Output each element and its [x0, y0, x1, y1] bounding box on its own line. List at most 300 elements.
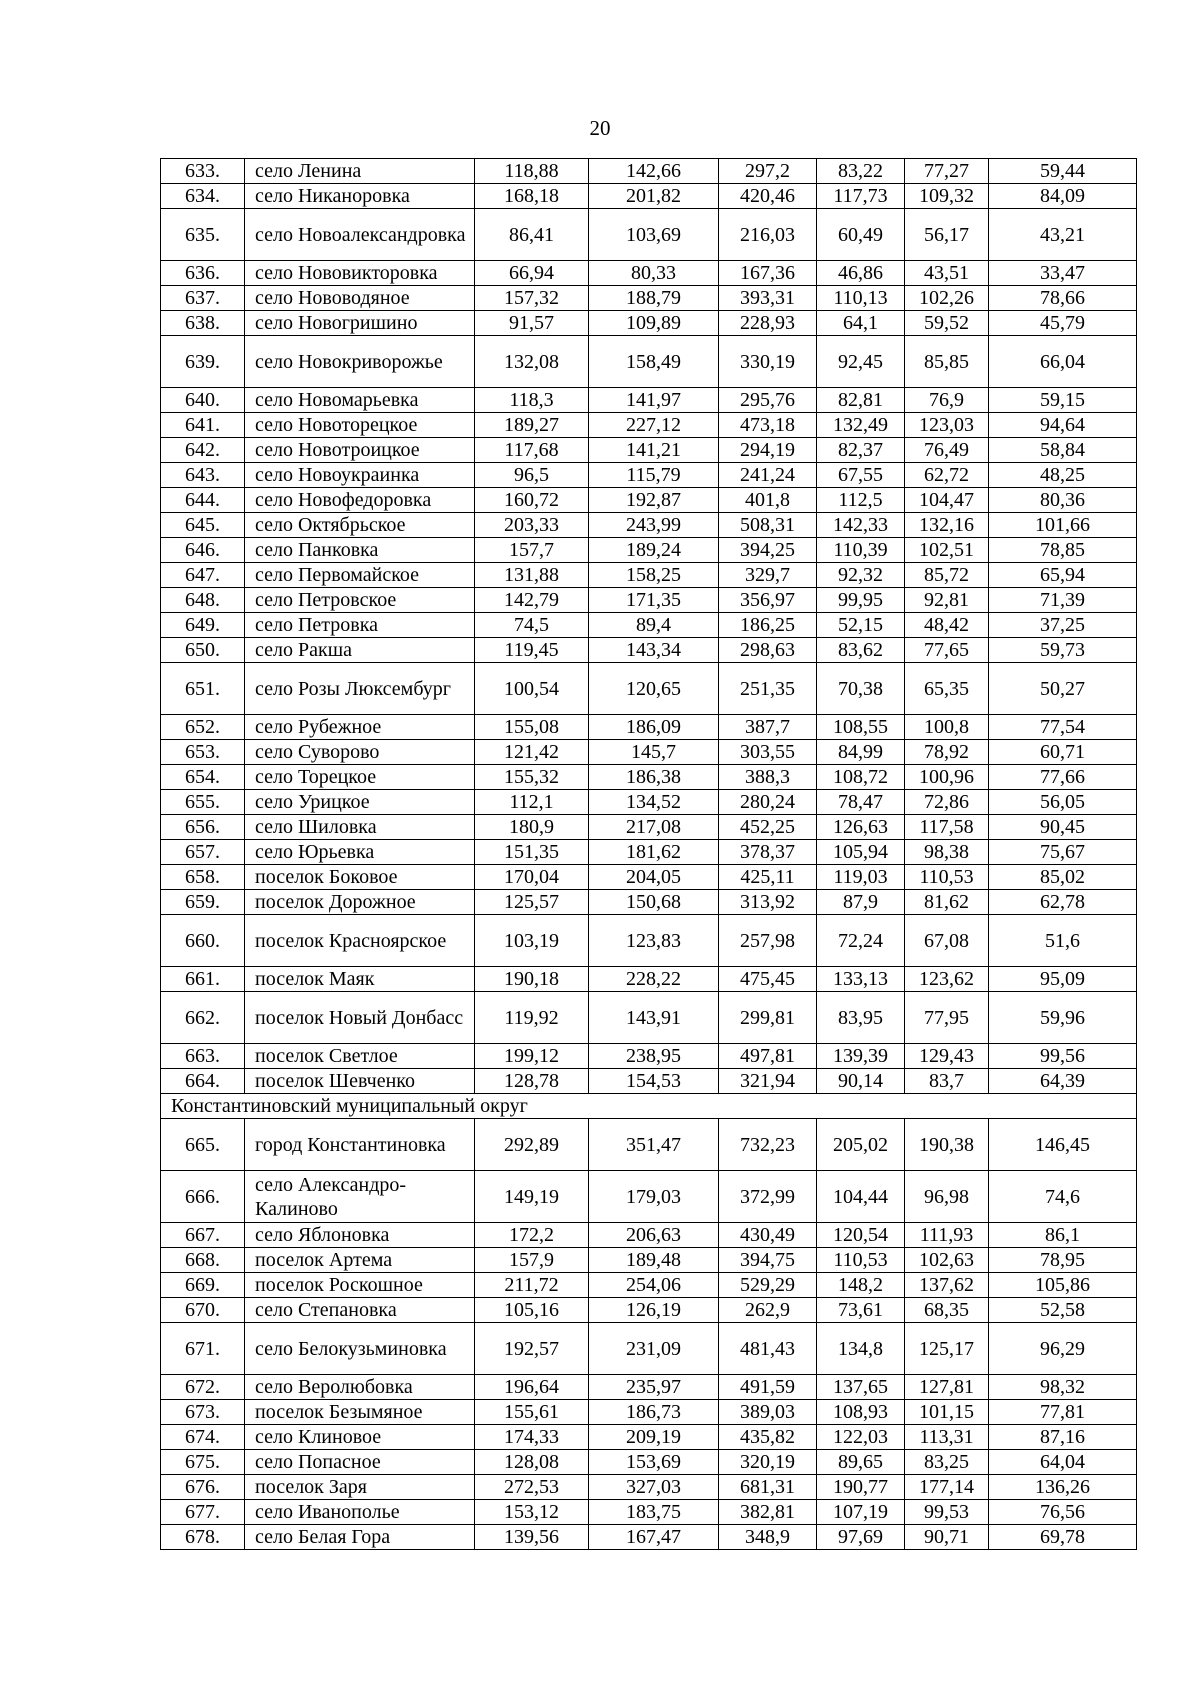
value-cell-5: 98,38 — [905, 840, 989, 865]
value-cell-1: 132,08 — [475, 336, 589, 388]
section-title: Константиновский муниципальный округ — [161, 1094, 1137, 1119]
value-cell-2: 186,38 — [589, 765, 719, 790]
value-cell-5: 109,32 — [905, 184, 989, 209]
value-cell-4: 132,49 — [817, 413, 905, 438]
value-cell-5: 123,62 — [905, 967, 989, 992]
value-cell-2: 243,99 — [589, 513, 719, 538]
value-cell-4: 117,73 — [817, 184, 905, 209]
value-cell-3: 262,9 — [719, 1298, 817, 1323]
settlement-name: село Степановка — [245, 1298, 475, 1323]
row-number: 645. — [161, 513, 245, 538]
value-cell-2: 123,83 — [589, 915, 719, 967]
value-cell-2: 228,22 — [589, 967, 719, 992]
value-cell-6: 78,66 — [989, 286, 1137, 311]
table-row — [161, 463, 1137, 488]
settlement-name: село Александро-Калиново — [245, 1171, 475, 1223]
value-cell-2: 206,63 — [589, 1223, 719, 1248]
value-cell-2: 227,12 — [589, 413, 719, 438]
table-row — [161, 740, 1137, 765]
value-cell-4: 142,33 — [817, 513, 905, 538]
row-number: 668. — [161, 1248, 245, 1273]
value-cell-1: 155,32 — [475, 765, 589, 790]
value-cell-2: 188,79 — [589, 286, 719, 311]
settlement-name: село Новоукраинка — [245, 463, 475, 488]
row-number: 644. — [161, 488, 245, 513]
table-row — [161, 715, 1137, 740]
value-cell-6: 75,67 — [989, 840, 1137, 865]
settlement-name: село Рубежное — [245, 715, 475, 740]
settlement-name: село Новогришино — [245, 311, 475, 336]
value-cell-3: 321,94 — [719, 1069, 817, 1094]
value-cell-4: 133,13 — [817, 967, 905, 992]
value-cell-3: 329,7 — [719, 563, 817, 588]
row-number: 670. — [161, 1298, 245, 1323]
value-cell-3: 394,25 — [719, 538, 817, 563]
row-number: 646. — [161, 538, 245, 563]
value-cell-6: 98,32 — [989, 1375, 1137, 1400]
value-cell-4: 90,14 — [817, 1069, 905, 1094]
table-row — [161, 538, 1137, 563]
value-cell-2: 327,03 — [589, 1475, 719, 1500]
table-row — [161, 1044, 1137, 1069]
row-number: 675. — [161, 1450, 245, 1475]
row-number: 658. — [161, 865, 245, 890]
settlement-name: село Торецкое — [245, 765, 475, 790]
value-cell-1: 112,1 — [475, 790, 589, 815]
value-cell-6: 62,78 — [989, 890, 1137, 915]
settlement-name: поселок Красноярское — [245, 915, 475, 967]
value-cell-4: 78,47 — [817, 790, 905, 815]
value-cell-6: 45,79 — [989, 311, 1137, 336]
value-cell-3: 356,97 — [719, 588, 817, 613]
row-number: 639. — [161, 336, 245, 388]
value-cell-2: 235,97 — [589, 1375, 719, 1400]
value-cell-4: 120,54 — [817, 1223, 905, 1248]
settlement-name: село Ленина — [245, 159, 475, 184]
value-cell-6: 78,95 — [989, 1248, 1137, 1273]
value-cell-6: 85,02 — [989, 865, 1137, 890]
row-number: 673. — [161, 1400, 245, 1425]
value-cell-2: 171,35 — [589, 588, 719, 613]
value-cell-3: 491,59 — [719, 1375, 817, 1400]
value-cell-6: 76,56 — [989, 1500, 1137, 1525]
settlement-name: поселок Безымяное — [245, 1400, 475, 1425]
value-cell-1: 119,92 — [475, 992, 589, 1044]
value-cell-1: 91,57 — [475, 311, 589, 336]
value-cell-2: 153,69 — [589, 1450, 719, 1475]
table-row — [161, 967, 1137, 992]
table-row — [161, 438, 1137, 463]
settlement-name: село Белокузьминовка — [245, 1323, 475, 1375]
value-cell-6: 65,94 — [989, 563, 1137, 588]
table-row — [161, 1425, 1137, 1450]
row-number: 650. — [161, 638, 245, 663]
row-number: 657. — [161, 840, 245, 865]
settlement-name: село Розы Люксембург — [245, 663, 475, 715]
row-number: 656. — [161, 815, 245, 840]
value-cell-3: 330,19 — [719, 336, 817, 388]
value-cell-6: 86,1 — [989, 1223, 1137, 1248]
table-row — [161, 1450, 1137, 1475]
value-cell-4: 60,49 — [817, 209, 905, 261]
table-row — [161, 790, 1137, 815]
value-cell-4: 64,1 — [817, 311, 905, 336]
value-cell-6: 52,58 — [989, 1298, 1137, 1323]
row-number: 661. — [161, 967, 245, 992]
table-row — [161, 638, 1137, 663]
value-cell-1: 189,27 — [475, 413, 589, 438]
value-cell-2: 183,75 — [589, 1500, 719, 1525]
row-number: 637. — [161, 286, 245, 311]
value-cell-5: 190,38 — [905, 1119, 989, 1171]
value-cell-5: 48,42 — [905, 613, 989, 638]
row-number: 652. — [161, 715, 245, 740]
table-row — [161, 563, 1137, 588]
value-cell-4: 148,2 — [817, 1273, 905, 1298]
row-number: 633. — [161, 159, 245, 184]
value-cell-2: 179,03 — [589, 1171, 719, 1223]
settlement-name: село Новотроицкое — [245, 438, 475, 463]
value-cell-3: 313,92 — [719, 890, 817, 915]
settlement-name: поселок Дорожное — [245, 890, 475, 915]
value-cell-5: 77,27 — [905, 159, 989, 184]
value-cell-2: 126,19 — [589, 1298, 719, 1323]
value-cell-5: 137,62 — [905, 1273, 989, 1298]
table-row — [161, 1375, 1137, 1400]
value-cell-4: 190,77 — [817, 1475, 905, 1500]
value-cell-1: 155,08 — [475, 715, 589, 740]
row-number: 654. — [161, 765, 245, 790]
value-cell-1: 157,32 — [475, 286, 589, 311]
value-cell-1: 172,2 — [475, 1223, 589, 1248]
value-cell-1: 128,08 — [475, 1450, 589, 1475]
value-cell-6: 80,36 — [989, 488, 1137, 513]
value-cell-5: 177,14 — [905, 1475, 989, 1500]
value-cell-1: 190,18 — [475, 967, 589, 992]
value-cell-4: 84,99 — [817, 740, 905, 765]
value-cell-5: 56,17 — [905, 209, 989, 261]
value-cell-5: 123,03 — [905, 413, 989, 438]
value-cell-1: 192,57 — [475, 1323, 589, 1375]
section-header-row — [161, 1094, 1137, 1119]
table-row — [161, 413, 1137, 438]
settlement-name: село Панковка — [245, 538, 475, 563]
table-row — [161, 388, 1137, 413]
page-number: 20 — [589, 116, 611, 140]
value-cell-5: 96,98 — [905, 1171, 989, 1223]
value-cell-5: 81,62 — [905, 890, 989, 915]
value-cell-3: 348,9 — [719, 1525, 817, 1550]
value-cell-4: 110,39 — [817, 538, 905, 563]
settlement-name: село Шиловка — [245, 815, 475, 840]
value-cell-4: 122,03 — [817, 1425, 905, 1450]
value-cell-2: 217,08 — [589, 815, 719, 840]
table-row — [161, 1500, 1137, 1525]
value-cell-1: 118,3 — [475, 388, 589, 413]
settlement-name: поселок Шевченко — [245, 1069, 475, 1094]
table-row — [161, 890, 1137, 915]
value-cell-4: 89,65 — [817, 1450, 905, 1475]
value-cell-2: 141,21 — [589, 438, 719, 463]
settlement-name: село Клиновое — [245, 1425, 475, 1450]
value-cell-1: 211,72 — [475, 1273, 589, 1298]
value-cell-4: 92,32 — [817, 563, 905, 588]
table-row — [161, 1273, 1137, 1298]
value-cell-1: 66,94 — [475, 261, 589, 286]
row-number: 662. — [161, 992, 245, 1044]
settlement-name: село Новофедоровка — [245, 488, 475, 513]
value-cell-3: 475,45 — [719, 967, 817, 992]
value-cell-1: 74,5 — [475, 613, 589, 638]
settlement-name: село Новоторецкое — [245, 413, 475, 438]
row-number: 640. — [161, 388, 245, 413]
value-cell-3: 508,31 — [719, 513, 817, 538]
table-row — [161, 915, 1137, 967]
value-cell-6: 96,29 — [989, 1323, 1137, 1375]
value-cell-6: 64,39 — [989, 1069, 1137, 1094]
value-cell-4: 110,13 — [817, 286, 905, 311]
value-cell-1: 118,88 — [475, 159, 589, 184]
table-row — [161, 209, 1137, 261]
value-cell-5: 102,63 — [905, 1248, 989, 1273]
value-cell-1: 155,61 — [475, 1400, 589, 1425]
value-cell-2: 254,06 — [589, 1273, 719, 1298]
row-number: 634. — [161, 184, 245, 209]
value-cell-2: 238,95 — [589, 1044, 719, 1069]
value-cell-5: 113,31 — [905, 1425, 989, 1450]
value-cell-3: 298,63 — [719, 638, 817, 663]
value-cell-1: 157,9 — [475, 1248, 589, 1273]
value-cell-2: 89,4 — [589, 613, 719, 638]
value-cell-6: 43,21 — [989, 209, 1137, 261]
value-cell-2: 143,91 — [589, 992, 719, 1044]
value-cell-4: 104,44 — [817, 1171, 905, 1223]
value-cell-5: 83,7 — [905, 1069, 989, 1094]
value-cell-6: 94,64 — [989, 413, 1137, 438]
settlement-name: село Юрьевка — [245, 840, 475, 865]
value-cell-4: 83,22 — [817, 159, 905, 184]
value-cell-3: 378,37 — [719, 840, 817, 865]
value-cell-6: 99,56 — [989, 1044, 1137, 1069]
value-cell-1: 203,33 — [475, 513, 589, 538]
settlement-name: село Белая Гора — [245, 1525, 475, 1550]
settlement-name: поселок Роскошное — [245, 1273, 475, 1298]
value-cell-2: 204,05 — [589, 865, 719, 890]
row-number: 676. — [161, 1475, 245, 1500]
value-cell-1: 86,41 — [475, 209, 589, 261]
value-cell-5: 102,26 — [905, 286, 989, 311]
settlement-name: село Новомарьевка — [245, 388, 475, 413]
value-cell-3: 167,36 — [719, 261, 817, 286]
row-number: 655. — [161, 790, 245, 815]
table-row — [161, 663, 1137, 715]
value-cell-4: 108,93 — [817, 1400, 905, 1425]
table-row — [161, 1298, 1137, 1323]
value-cell-5: 62,72 — [905, 463, 989, 488]
table-row — [161, 1223, 1137, 1248]
value-cell-5: 78,92 — [905, 740, 989, 765]
value-cell-6: 105,86 — [989, 1273, 1137, 1298]
value-cell-5: 77,95 — [905, 992, 989, 1044]
value-cell-3: 529,29 — [719, 1273, 817, 1298]
value-cell-1: 160,72 — [475, 488, 589, 513]
settlement-name: поселок Боковое — [245, 865, 475, 890]
table-row — [161, 992, 1137, 1044]
settlement-name: село Попасное — [245, 1450, 475, 1475]
settlement-name: село Нововодяное — [245, 286, 475, 311]
settlement-name: село Никаноровка — [245, 184, 475, 209]
value-cell-1: 117,68 — [475, 438, 589, 463]
table-row — [161, 1323, 1137, 1375]
value-cell-5: 76,9 — [905, 388, 989, 413]
value-cell-1: 100,54 — [475, 663, 589, 715]
value-cell-1: 174,33 — [475, 1425, 589, 1450]
value-cell-3: 452,25 — [719, 815, 817, 840]
value-cell-5: 83,25 — [905, 1450, 989, 1475]
value-cell-5: 101,15 — [905, 1400, 989, 1425]
value-cell-4: 46,86 — [817, 261, 905, 286]
value-cell-5: 85,72 — [905, 563, 989, 588]
value-cell-2: 209,19 — [589, 1425, 719, 1450]
value-cell-3: 372,99 — [719, 1171, 817, 1223]
value-cell-4: 112,5 — [817, 488, 905, 513]
settlement-name: поселок Светлое — [245, 1044, 475, 1069]
row-number: 665. — [161, 1119, 245, 1171]
settlement-name: село Новокриворожье — [245, 336, 475, 388]
value-cell-2: 143,34 — [589, 638, 719, 663]
value-cell-1: 153,12 — [475, 1500, 589, 1525]
row-number: 660. — [161, 915, 245, 967]
value-cell-4: 83,95 — [817, 992, 905, 1044]
value-cell-3: 387,7 — [719, 715, 817, 740]
value-cell-3: 295,76 — [719, 388, 817, 413]
value-cell-4: 97,69 — [817, 1525, 905, 1550]
table-body — [161, 159, 1137, 1550]
value-cell-1: 131,88 — [475, 563, 589, 588]
value-cell-1: 96,5 — [475, 463, 589, 488]
settlement-name: село Иванополье — [245, 1500, 475, 1525]
settlement-name: село Нововикторовка — [245, 261, 475, 286]
table-row — [161, 1400, 1137, 1425]
table-row — [161, 815, 1137, 840]
value-cell-3: 401,8 — [719, 488, 817, 513]
value-cell-1: 128,78 — [475, 1069, 589, 1094]
value-cell-3: 228,93 — [719, 311, 817, 336]
value-cell-3: 420,46 — [719, 184, 817, 209]
table-row — [161, 336, 1137, 388]
row-number: 666. — [161, 1171, 245, 1223]
value-cell-4: 110,53 — [817, 1248, 905, 1273]
value-cell-4: 134,8 — [817, 1323, 905, 1375]
value-cell-4: 108,72 — [817, 765, 905, 790]
value-cell-2: 142,66 — [589, 159, 719, 184]
table-row — [161, 488, 1137, 513]
value-cell-3: 297,2 — [719, 159, 817, 184]
value-cell-2: 189,48 — [589, 1248, 719, 1273]
value-cell-6: 48,25 — [989, 463, 1137, 488]
settlement-name: село Яблоновка — [245, 1223, 475, 1248]
value-cell-5: 72,86 — [905, 790, 989, 815]
value-cell-3: 251,35 — [719, 663, 817, 715]
value-cell-6: 101,66 — [989, 513, 1137, 538]
table-row — [161, 1119, 1137, 1171]
table-row — [161, 311, 1137, 336]
row-number: 636. — [161, 261, 245, 286]
table-row — [161, 286, 1137, 311]
row-number: 647. — [161, 563, 245, 588]
value-cell-6: 87,16 — [989, 1425, 1137, 1450]
value-cell-3: 216,03 — [719, 209, 817, 261]
value-cell-5: 117,58 — [905, 815, 989, 840]
value-cell-2: 150,68 — [589, 890, 719, 915]
value-cell-4: 72,24 — [817, 915, 905, 967]
table-row — [161, 1069, 1137, 1094]
value-cell-5: 90,71 — [905, 1525, 989, 1550]
settlement-name: село Петровское — [245, 588, 475, 613]
value-cell-5: 127,81 — [905, 1375, 989, 1400]
settlement-name: село Октябрьское — [245, 513, 475, 538]
value-cell-1: 149,19 — [475, 1171, 589, 1223]
table-row — [161, 261, 1137, 286]
value-cell-3: 473,18 — [719, 413, 817, 438]
row-number: 678. — [161, 1525, 245, 1550]
value-cell-3: 681,31 — [719, 1475, 817, 1500]
value-cell-5: 132,16 — [905, 513, 989, 538]
value-cell-4: 87,9 — [817, 890, 905, 915]
value-cell-2: 109,89 — [589, 311, 719, 336]
value-cell-3: 732,23 — [719, 1119, 817, 1171]
settlement-name: поселок Новый Донбасс — [245, 992, 475, 1044]
value-cell-5: 104,47 — [905, 488, 989, 513]
value-cell-4: 107,19 — [817, 1500, 905, 1525]
value-cell-6: 136,26 — [989, 1475, 1137, 1500]
table-row — [161, 1475, 1137, 1500]
value-cell-1: 199,12 — [475, 1044, 589, 1069]
value-cell-6: 146,45 — [989, 1119, 1137, 1171]
value-cell-6: 37,25 — [989, 613, 1137, 638]
value-cell-2: 154,53 — [589, 1069, 719, 1094]
value-cell-5: 68,35 — [905, 1298, 989, 1323]
value-cell-1: 272,53 — [475, 1475, 589, 1500]
settlement-name: поселок Артема — [245, 1248, 475, 1273]
value-cell-6: 51,6 — [989, 915, 1137, 967]
table-row — [161, 1248, 1137, 1273]
value-cell-3: 481,43 — [719, 1323, 817, 1375]
row-number: 651. — [161, 663, 245, 715]
value-cell-6: 77,54 — [989, 715, 1137, 740]
table-row — [161, 865, 1137, 890]
value-cell-3: 382,81 — [719, 1500, 817, 1525]
table-row — [161, 613, 1137, 638]
value-cell-4: 139,39 — [817, 1044, 905, 1069]
value-cell-3: 435,82 — [719, 1425, 817, 1450]
value-cell-3: 280,24 — [719, 790, 817, 815]
value-cell-5: 85,85 — [905, 336, 989, 388]
value-cell-6: 59,73 — [989, 638, 1137, 663]
value-cell-6: 84,09 — [989, 184, 1137, 209]
row-number: 677. — [161, 1500, 245, 1525]
value-cell-1: 170,04 — [475, 865, 589, 890]
table-row — [161, 1525, 1137, 1550]
value-cell-3: 389,03 — [719, 1400, 817, 1425]
value-cell-2: 141,97 — [589, 388, 719, 413]
value-cell-1: 121,42 — [475, 740, 589, 765]
value-cell-2: 158,25 — [589, 563, 719, 588]
value-cell-5: 129,43 — [905, 1044, 989, 1069]
value-cell-4: 82,37 — [817, 438, 905, 463]
row-number: 649. — [161, 613, 245, 638]
value-cell-1: 105,16 — [475, 1298, 589, 1323]
